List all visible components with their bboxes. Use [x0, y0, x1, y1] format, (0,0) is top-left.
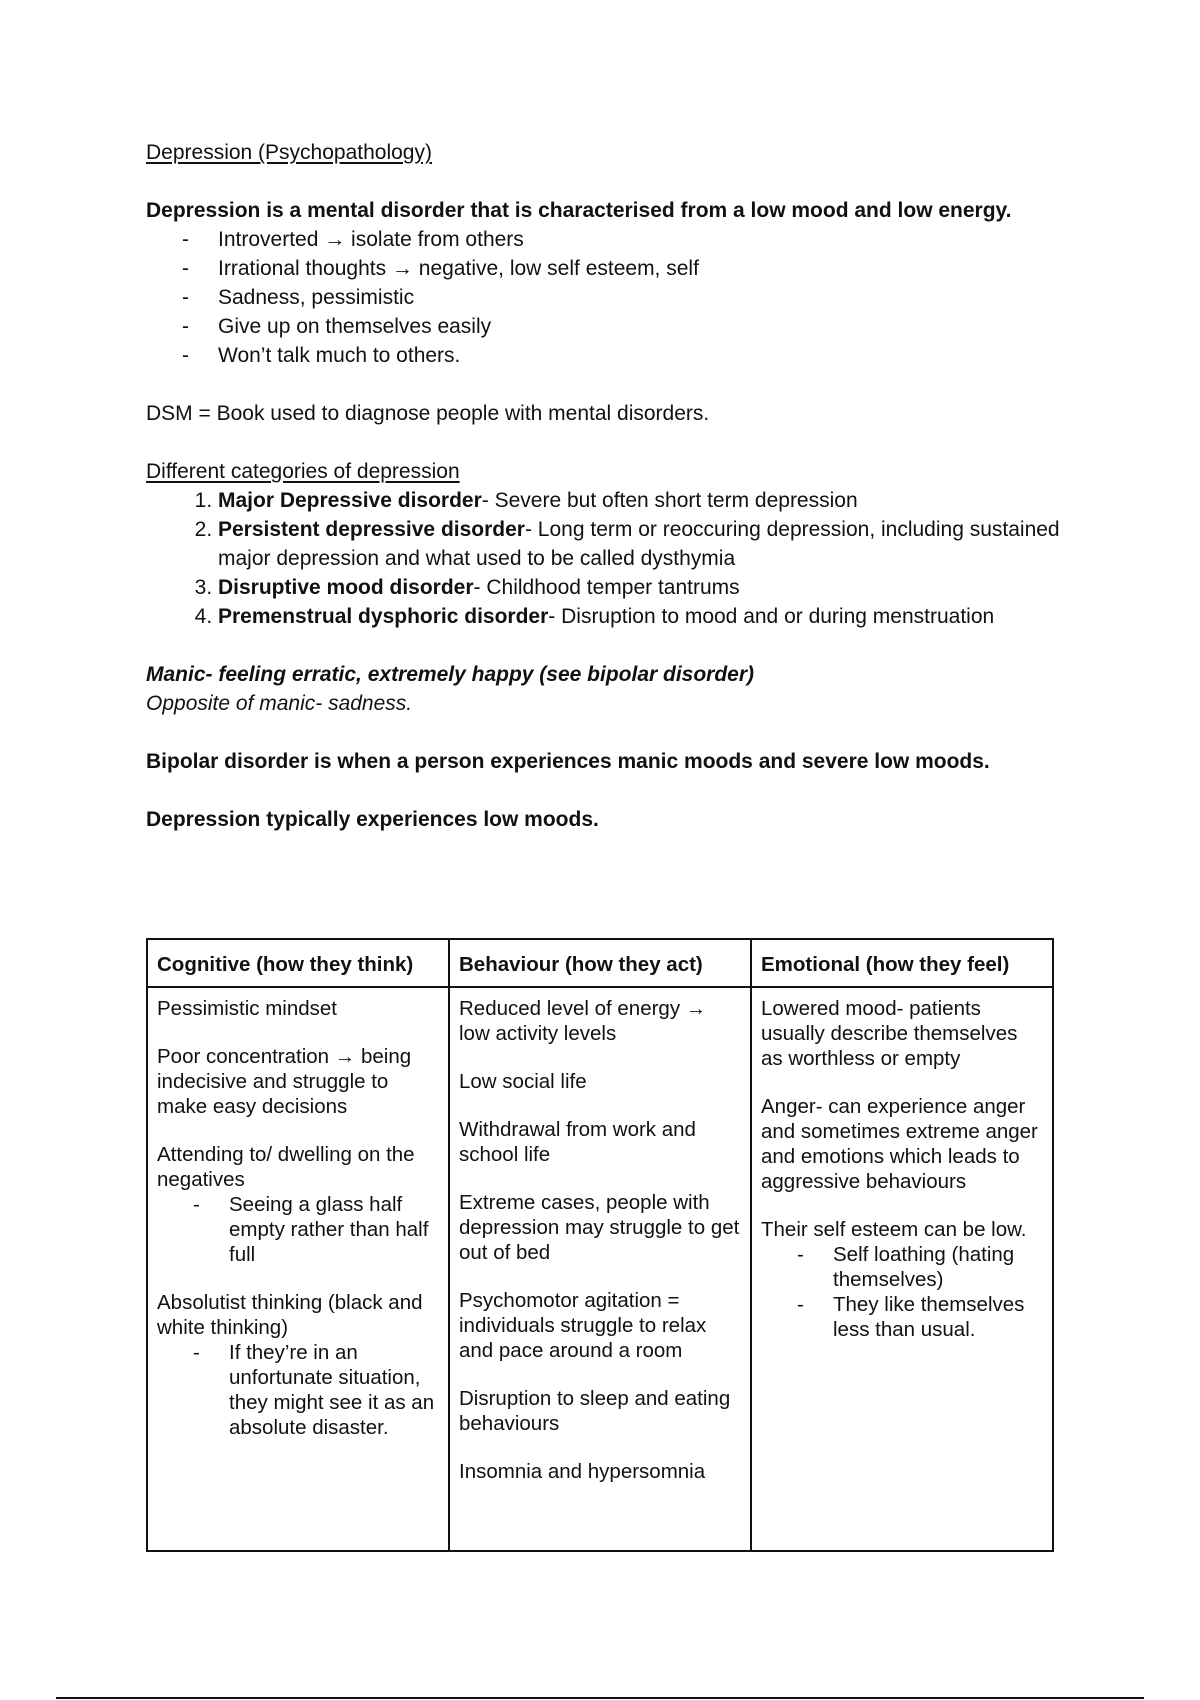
cell-text: Lowered mood- patients usually describe themselves as worthless or empty: [761, 997, 1018, 1070]
symptoms-table: [146, 938, 1054, 1552]
list-item: - They like themselves less than usual.: [833, 1292, 1043, 1342]
list-item: - Sadness, pessimistic: [218, 283, 1066, 312]
cell-text: Insomnia and hypersomnia: [459, 1460, 706, 1483]
emotional-cell: [751, 987, 1053, 1551]
definition: Depression is a mental disorder that is characterised from a low mood and low energy.: [146, 199, 1012, 222]
categories-heading: Different categories of depression: [146, 460, 460, 483]
header-behaviour: Behaviour (how they act): [449, 939, 751, 987]
cell-text: Anger- can experience anger and sometimes extreme anger and emotions which leads to aggressive behaviours: [761, 1095, 1038, 1193]
symptom-list: [146, 225, 1066, 370]
bipolar-definition: Bipolar disorder is when a person experiences manic moods and severe low moods.: [146, 750, 990, 773]
cell-text: Low social life: [459, 1070, 587, 1093]
list-item: [218, 486, 1066, 515]
list-item: [218, 515, 1066, 573]
cell-text: Their self esteem can be low.: [761, 1218, 1027, 1241]
cell-text: Poor concentration → being indecisive and struggle to make easy decisions: [157, 1045, 412, 1118]
category-name: Persistent depressive disorder: [218, 518, 525, 541]
cell-text: Pessimistic mindset: [157, 997, 337, 1020]
list-item: [218, 573, 1066, 602]
header-cognitive: Cognitive (how they think): [147, 939, 449, 987]
list-item: - If they’re in an unfortunate situation, they might see it as an absolute disaster.: [229, 1340, 439, 1440]
cell-text: Withdrawal from work and school life: [459, 1118, 696, 1166]
cell-sublist: [761, 1242, 1043, 1342]
header-emotional: Emotional (how they feel): [751, 939, 1053, 987]
depression-moods: Depression typically experiences low moods.: [146, 808, 599, 831]
cell-text: Extreme cases, people with depression may struggle to get out of bed: [459, 1191, 740, 1264]
cell-text: Reduced level of energy → low activity levels: [459, 997, 707, 1045]
category-desc: - Childhood temper tantrums: [473, 576, 740, 599]
category-name: Premenstrual dysphoric disorder: [218, 605, 549, 628]
list-item: [218, 602, 1066, 631]
cell-text: Psychomotor agitation = individuals struggle to relax and pace around a room: [459, 1289, 707, 1362]
document-body: [146, 138, 1066, 834]
cell-text: Attending to/ dwelling on the negatives: [157, 1143, 415, 1191]
category-list: [146, 486, 1066, 631]
category-desc: - Severe but often short term depression: [481, 489, 858, 512]
page-title: Depression (Psychopathology): [146, 141, 432, 164]
opposite-note: Opposite of manic- sadness.: [146, 692, 413, 715]
list-item: - Give up on themselves easily: [218, 312, 1066, 341]
list-item: - Seeing a glass half empty rather than half full: [229, 1192, 439, 1267]
list-item: - Won’t talk much to others.: [218, 341, 1066, 370]
manic-definition: Manic- feeling erratic, extremely happy (see bipolar disorder): [146, 663, 755, 686]
table-row: [147, 987, 1053, 1551]
behaviour-cell: [449, 987, 751, 1551]
category-name: Major Depressive disorder: [218, 489, 482, 512]
table-header-row: [147, 939, 1053, 987]
category-desc: - Long term or reoccuring depression, including sustained major depression and what used to be called dysthymia: [218, 518, 1060, 570]
dsm-note: DSM = Book used to diagnose people with mental disorders.: [146, 402, 710, 425]
cell-text: Disruption to sleep and eating behaviours: [459, 1387, 731, 1435]
list-item: - Self loathing (hating themselves): [833, 1242, 1043, 1292]
list-item: - Irrational thoughts → negative, low self esteem, self: [218, 254, 1066, 283]
cell-sublist: [157, 1192, 439, 1267]
category-desc: - Disruption to mood and or during menstruation: [548, 605, 995, 628]
category-name: Disruptive mood disorder: [218, 576, 474, 599]
cognitive-cell: [147, 987, 449, 1551]
cell-sublist: [157, 1340, 439, 1440]
symptoms-table-wrapper: [146, 938, 1054, 1552]
cell-text: Absolutist thinking (black and white thinking): [157, 1291, 423, 1339]
list-item: - Introverted → isolate from others: [218, 225, 1066, 254]
footer-divider: [56, 1697, 1144, 1699]
